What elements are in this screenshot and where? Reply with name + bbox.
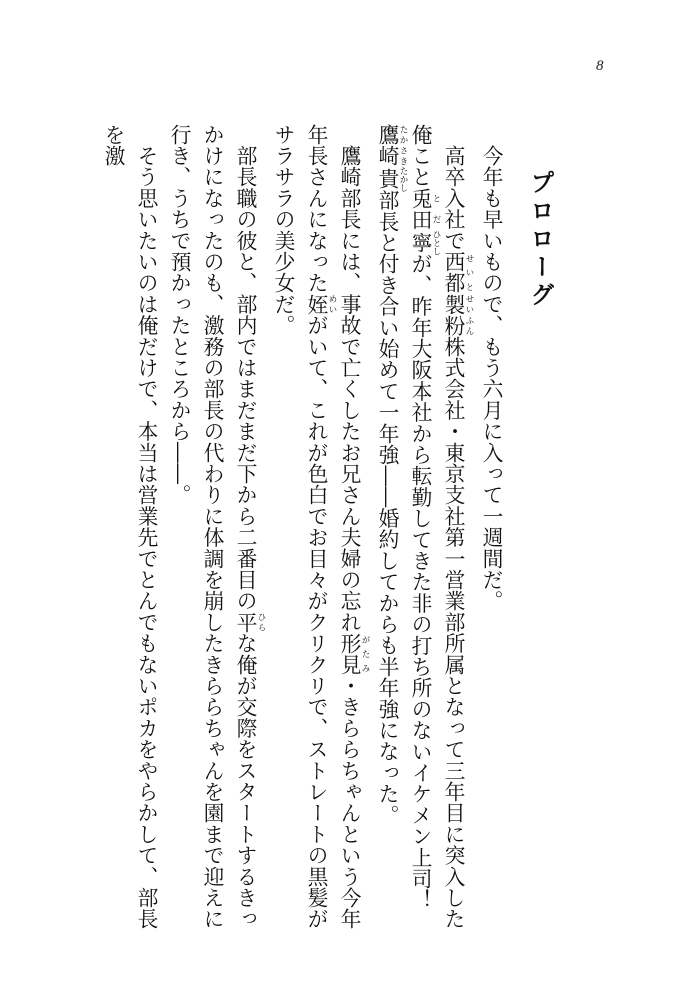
ruby-reading: せいと	[464, 251, 474, 294]
ruby-base: 西都	[441, 251, 465, 294]
ruby-base: 寧	[408, 230, 432, 256]
ruby-reading: たかし	[398, 166, 408, 192]
ruby-base: 平	[233, 611, 257, 633]
paragraph	[474, 124, 507, 949]
paragraph	[370, 124, 474, 949]
chapter-title: プロローグ	[526, 170, 555, 310]
ruby-reading: がたみ	[360, 632, 370, 676]
ruby-annotation	[304, 293, 337, 315]
text-run: 部長職の彼と、部内ではまだまだ下から二番目の	[233, 124, 257, 612]
ruby-base: 製粉	[441, 293, 465, 337]
ruby-base: 形見	[337, 632, 361, 676]
text-run: が、昨年大阪本社から転勤してきた非の打ち所のないイケメン上司！	[408, 253, 432, 932]
ruby-annotation	[408, 187, 441, 209]
text-run: 今年も早いもので、もう六月に入って一週間だ。	[479, 124, 503, 612]
page-number: 8	[596, 58, 604, 74]
text-run: 高卒入社で	[441, 124, 465, 252]
ruby-reading: と	[431, 187, 441, 209]
ruby-base: 田	[408, 208, 432, 231]
ruby-annotation	[441, 251, 474, 294]
text-run: 株式会社・東京支社第一営業部所属となって三年目に突入した俺こと	[408, 124, 465, 930]
body-text	[96, 124, 507, 949]
ruby-reading: ひとし	[431, 230, 441, 256]
ruby-annotation	[233, 611, 266, 633]
ruby-annotation	[408, 208, 441, 231]
ruby-base: 鷹崎	[375, 124, 399, 167]
ruby-annotation	[337, 632, 370, 676]
paragraph	[162, 124, 266, 949]
text-run: 鷹崎部長には、事故で亡くしたお兄さん夫婦の忘れ	[337, 124, 361, 633]
text-run: がいて、これが色白でお目々がクリクリで、ストレートの黒髪がサラサラの美少女だ。	[271, 124, 328, 930]
text-run: な俺が交際をスタートするきっかけになったのも、激務の部長の代わりに体調を崩したきららちゃんを園まで迎えに行き、うちで預かったところから――。	[167, 124, 257, 930]
ruby-reading: せいふん	[464, 293, 474, 337]
ruby-base: 貴	[375, 166, 399, 192]
paragraph	[266, 124, 370, 949]
paragraph	[96, 124, 162, 949]
text-run: ・きららちゃんという今年年長さんになった	[304, 124, 361, 930]
text-run: そう思いたいのは俺だけで、本当は営業先でとんでもないポカをやらかして、部長を激	[101, 124, 158, 930]
ruby-reading: だ	[431, 208, 441, 230]
ruby-annotation	[408, 230, 441, 256]
ruby-reading: たかさき	[398, 124, 408, 167]
ruby-reading: めい	[327, 293, 337, 315]
text-run: 部長と付き合い始めて一年強――婚約してからも半年強になった。	[375, 189, 399, 826]
ruby-annotation	[441, 293, 474, 337]
ruby-annotation	[375, 166, 408, 192]
ruby-base: 兎	[408, 187, 432, 209]
ruby-annotation	[375, 124, 408, 167]
ruby-base: 姪	[304, 293, 328, 315]
ruby-reading: ひら	[256, 611, 266, 633]
